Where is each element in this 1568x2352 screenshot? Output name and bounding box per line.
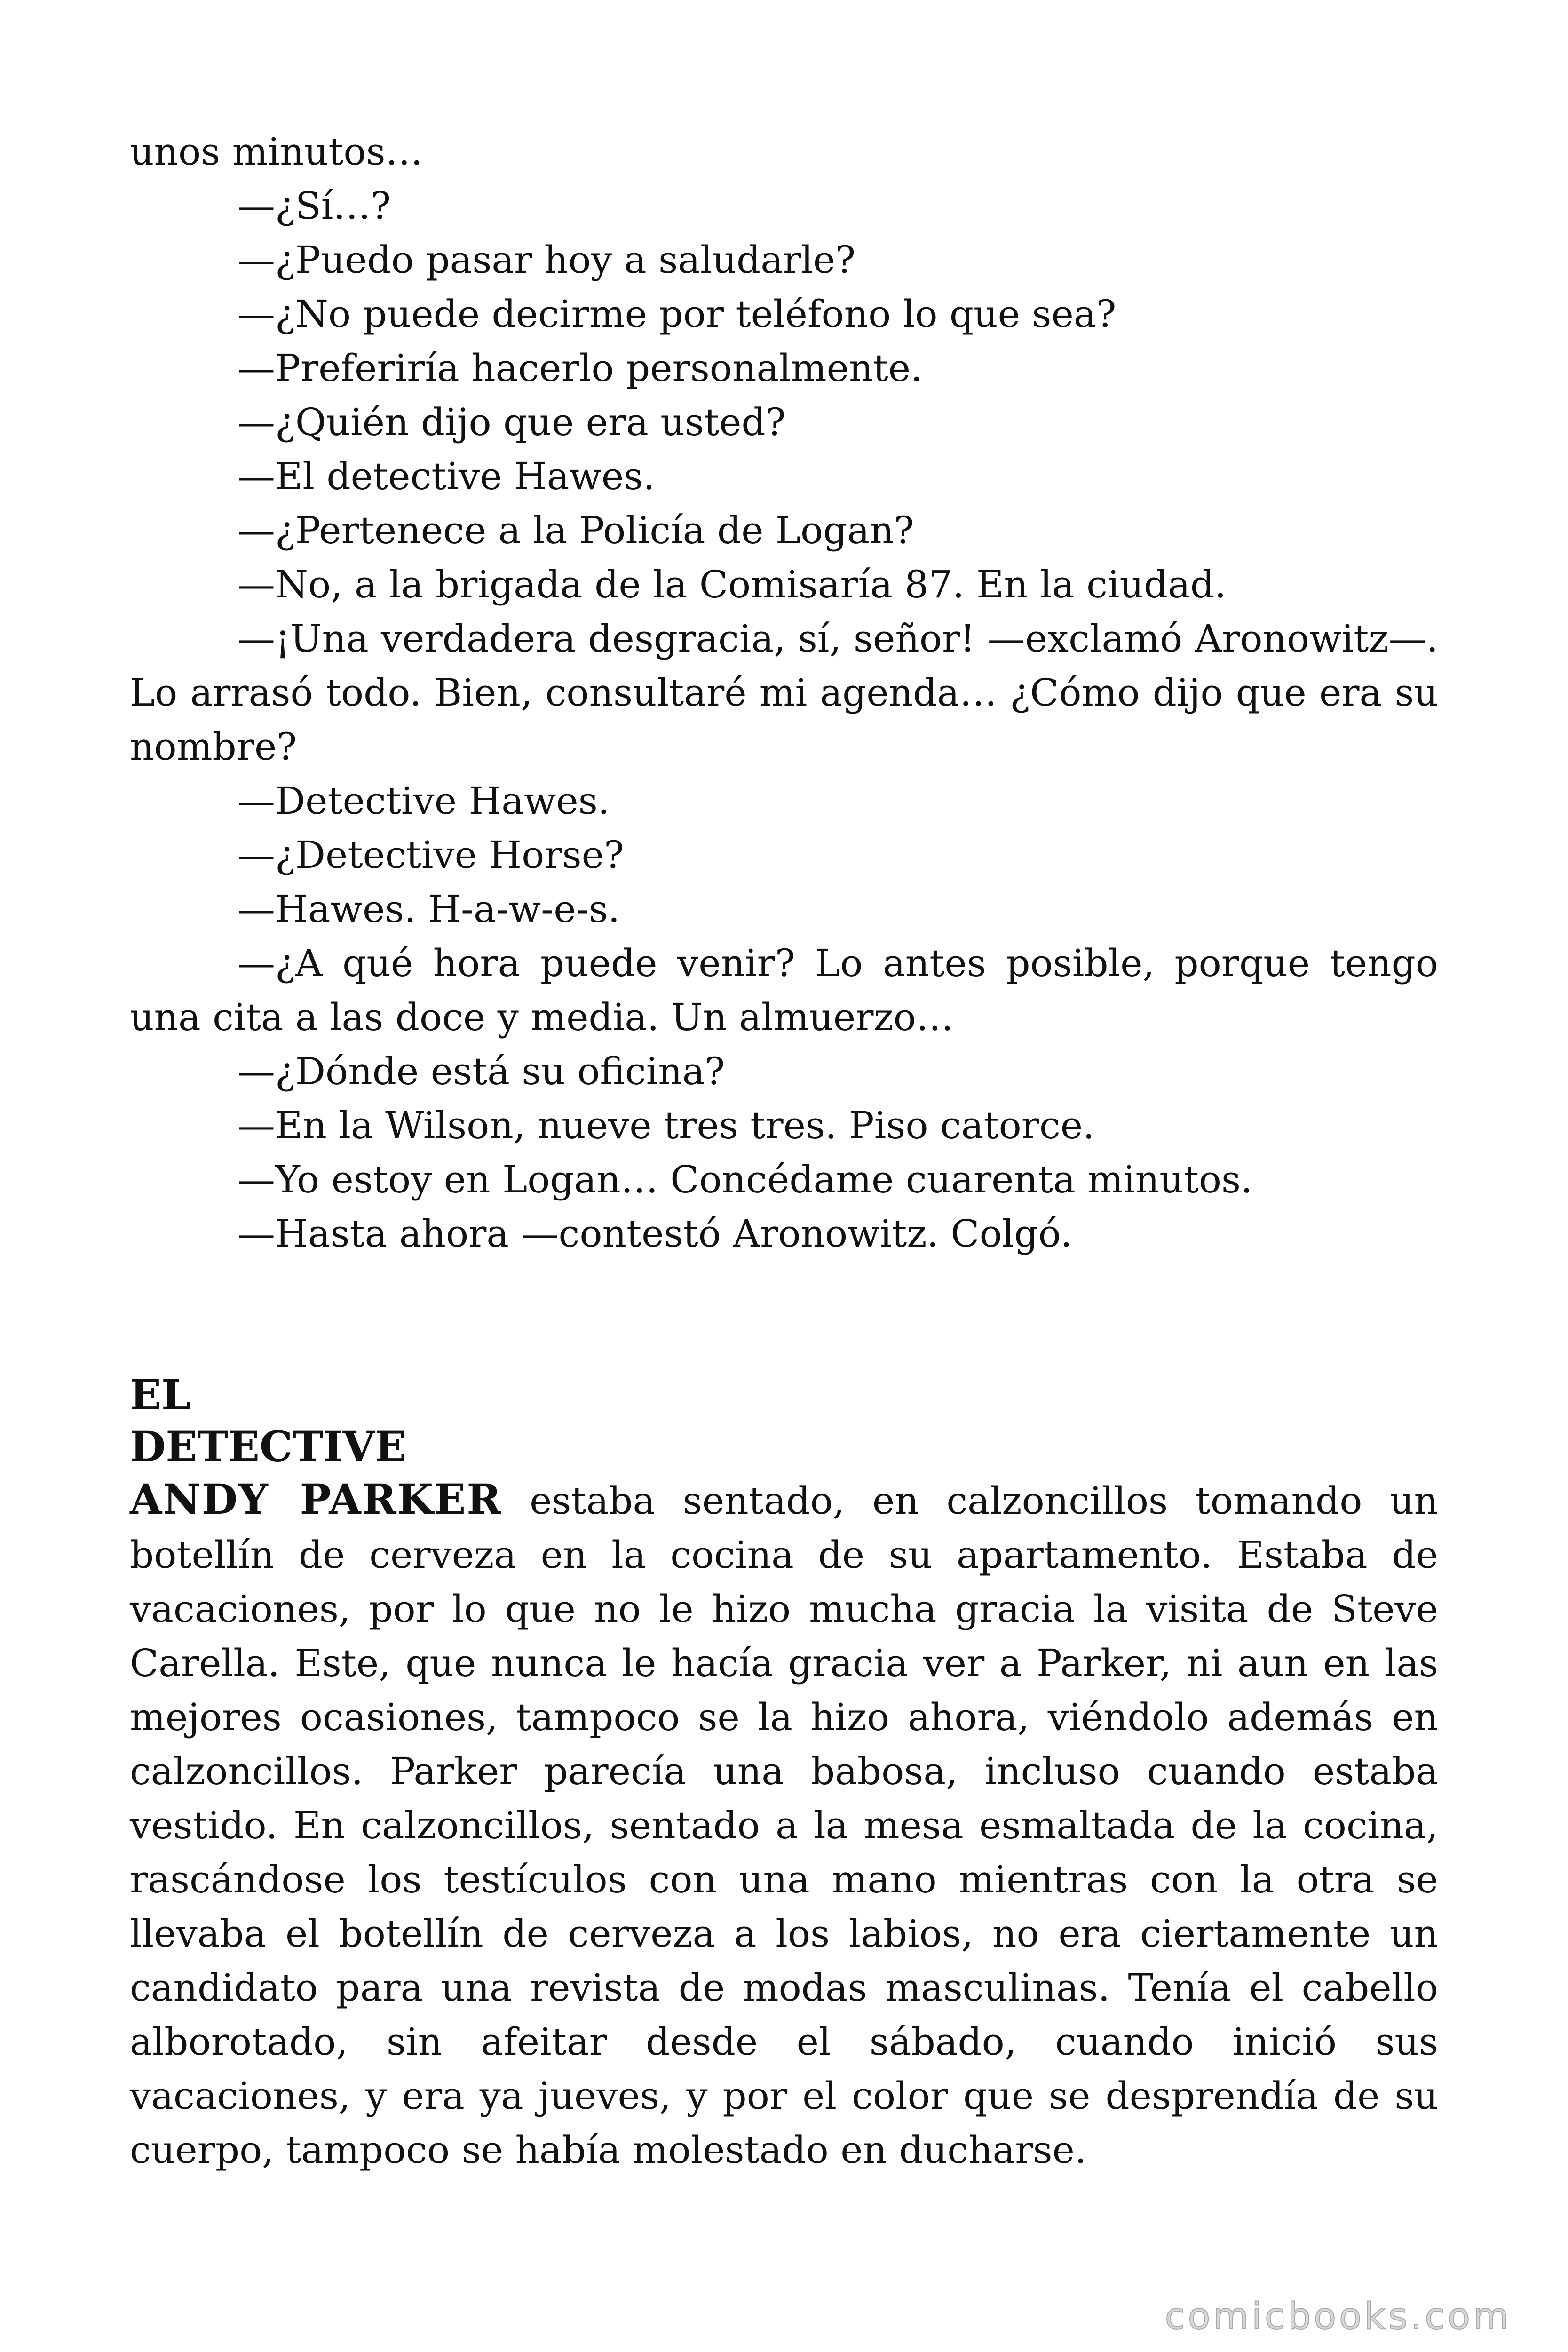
dialogue-line: —¿Puedo pasar hoy a saludarle?: [238, 238, 855, 282]
dialogue-line: —¿Pertenece a la Policía de Logan?: [238, 509, 914, 552]
dialogue-line: —En la Wilson, nueve tres tres. Piso catorce.: [238, 1104, 1095, 1147]
dialogue-paragraph: —¡Una verdadera desgracia, sí, señor! —exclamó Aronowitz—. Lo arrasó todo. Bien, consultaré mi agenda… ¿Cómo dijo que era su nombre?: [130, 617, 1438, 769]
dialogue-line: —¿Detective Horse?: [238, 833, 624, 877]
dialogue-line: —¿Quién dijo que era usted?: [238, 400, 786, 444]
dialogue-line: —El detective Hawes.: [238, 454, 655, 498]
dialogue-line: —¿No puede decirme por teléfono lo que sea?: [238, 292, 1117, 336]
dialogue-line: —Preferiría hacerlo personalmente.: [238, 346, 923, 390]
section-heading-line-2: DETECTIVE: [130, 1422, 406, 1471]
watermark: comicbooks.com: [1164, 2296, 1512, 2338]
opening-line: unos minutos…: [130, 130, 423, 174]
section-lead-in: ANDY PARKER: [130, 1475, 502, 1524]
dialogue-line: —No, a la brigada de la Comisaría 87. En la ciudad.: [238, 563, 1227, 606]
dialogue-line: —Detective Hawes.: [238, 779, 610, 823]
section-heading-line-1: EL: [130, 1370, 190, 1419]
book-page: [130, 125, 1438, 2177]
dialogue-line: —Yo estoy en Logan… Concédame cuarenta minutos.: [238, 1158, 1253, 1201]
section-body-text: estaba sentado, en calzoncillos tomando un botellín de cerveza en la cocina de su apartamento. Estaba de vacaciones, por lo que no le hizo mucha gracia la visita de Steve Carella. Este, que nunca le hacía gracia ver a Parker, ni aun en las mejores ocasiones, tampoco se la hizo ahora, viéndolo además en calzoncillos. Parker parecía una babosa, incluso cuando estaba vestido. En calzoncillos, sentado a la mesa esmaltada de la cocina, rascándose los testículos con una mano mientras con la otra se llevaba el botellín de cerveza a los labios, no era ciertamente un candidato para una revista de modas masculinas. Tenía el cabello alborotado, sin afeitar desde el sábado, cuando inició sus vacaciones, y era ya jueves, y por el color que se desprendía de su cuerpo, tampoco se había molestado en ducharse.: [130, 1479, 1438, 2172]
dialogue-line: —Hasta ahora —contestó Aronowitz. Colgó.: [238, 1212, 1072, 1255]
dialogue-line: —Hawes. H-a-w-e-s.: [238, 887, 620, 931]
dialogue-paragraph: —¿A qué hora puede venir? Lo antes posible, porque tengo una cita a las doce y media. Un almuerzo…: [130, 941, 1438, 1039]
section-break: [130, 1261, 1438, 1369]
dialogue-line: —¿Dónde está su oficina?: [238, 1049, 725, 1093]
dialogue-line: —¿Sí…?: [238, 184, 391, 228]
section-body-paragraph: [130, 1472, 1438, 2177]
